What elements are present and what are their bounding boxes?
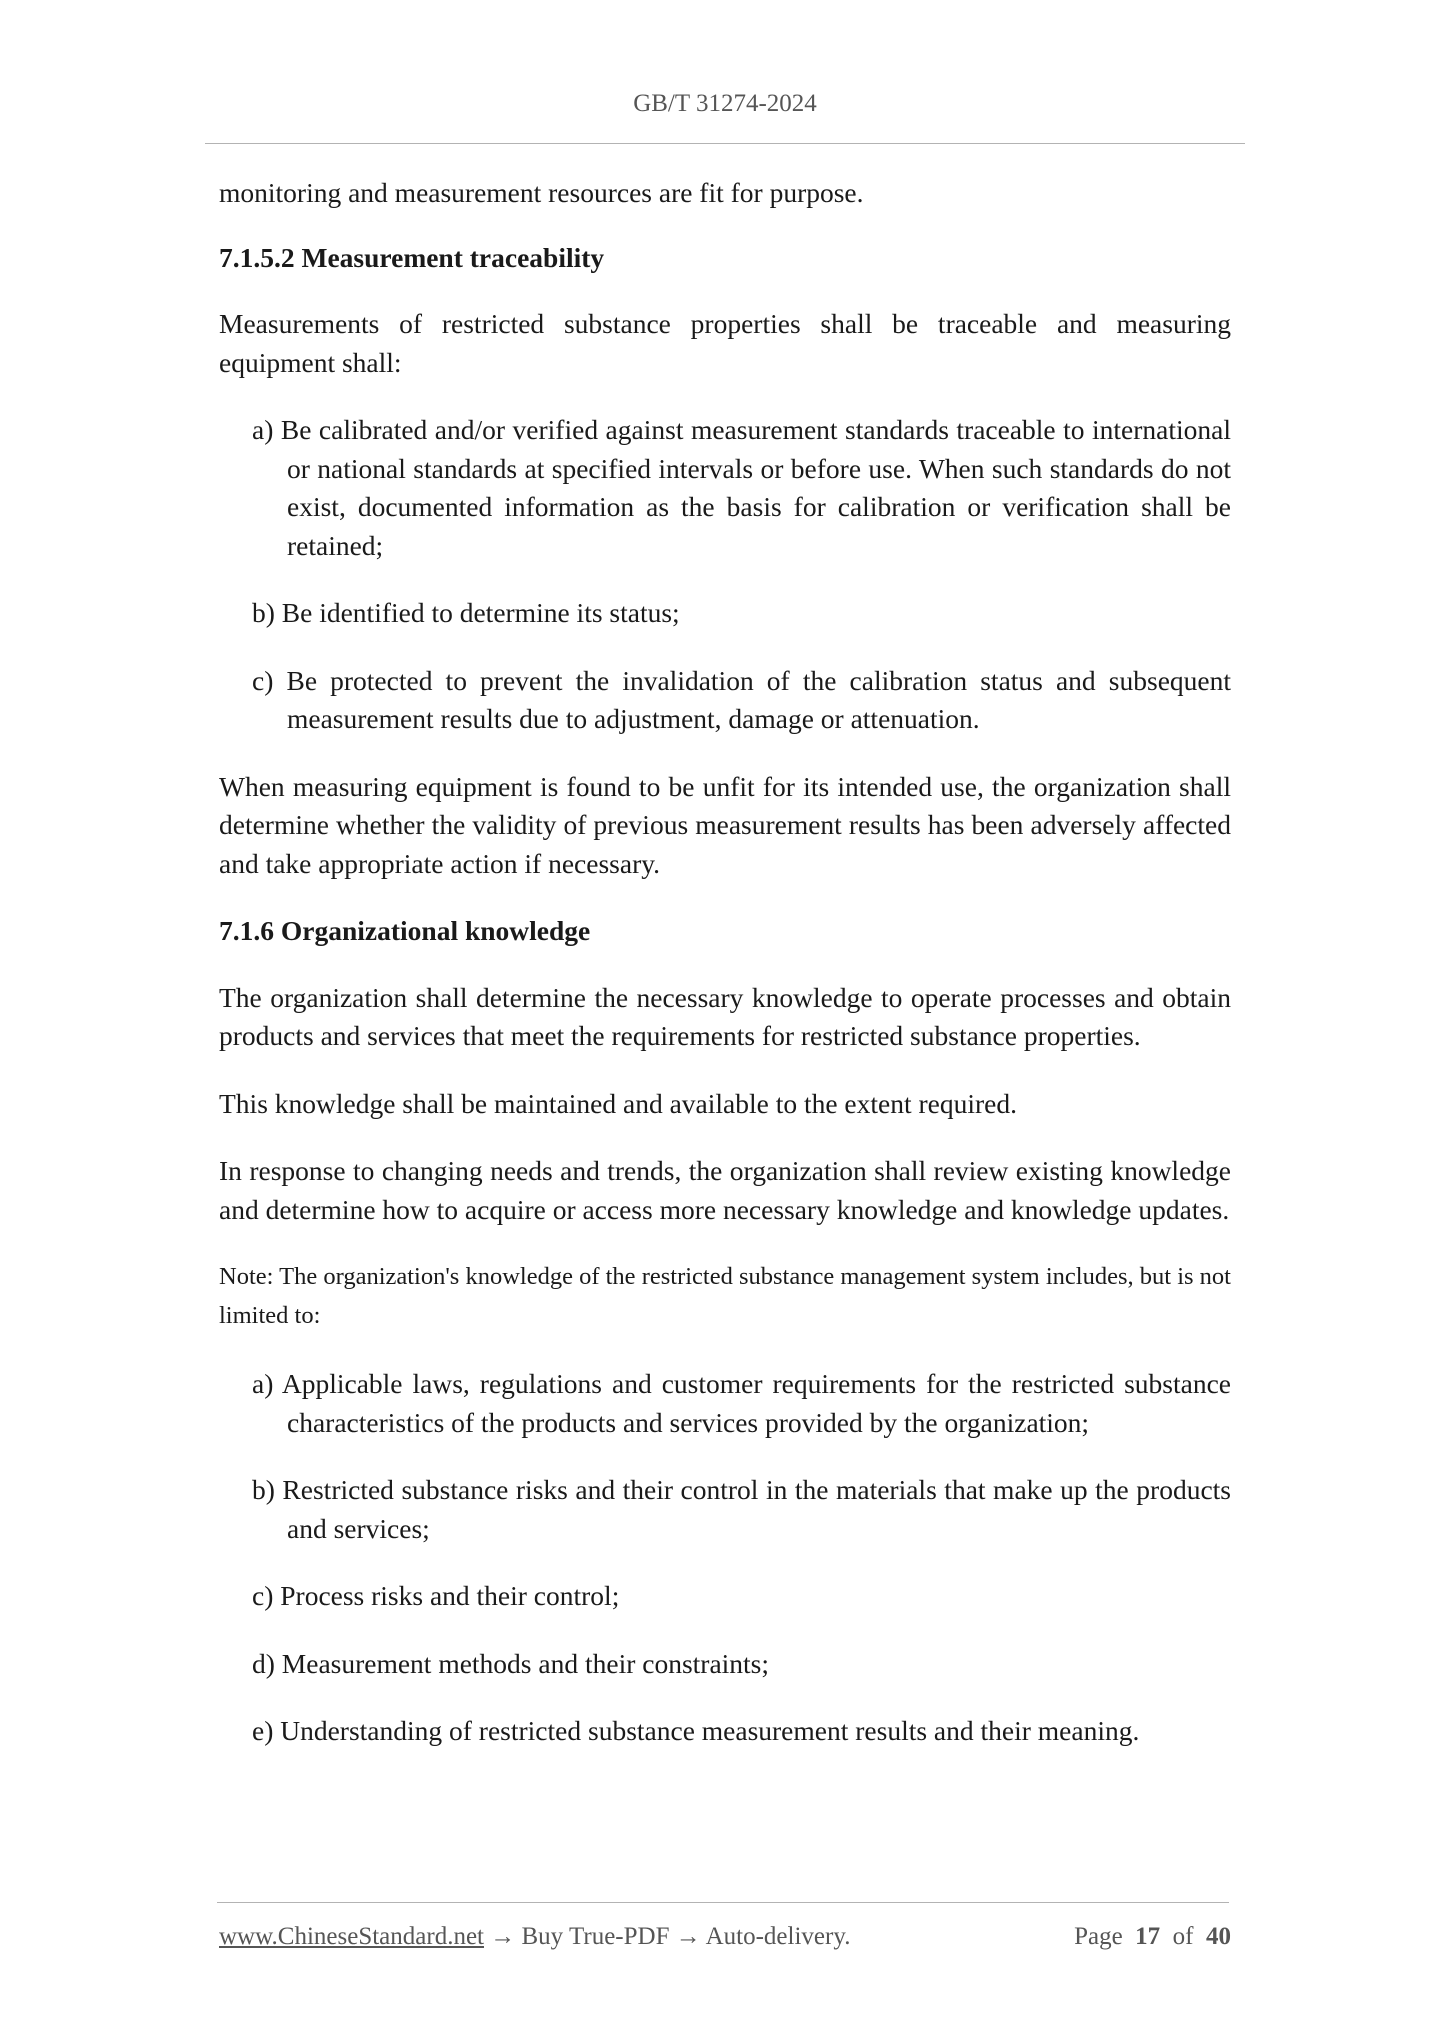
note-paragraph: Note: The organization's knowledge of the restricted substance management system includes, but is not limited to: [219, 1263, 1231, 1329]
buy-text: Buy True-PDF [521, 1923, 670, 1950]
page-total: 40 [1206, 1923, 1231, 1950]
list-item: b) Restricted substance risks and their control in the materials that make up the products and services; [252, 1474, 1231, 1544]
traceability-list [219, 411, 1231, 739]
list-item: b) Be identified to determine its status; [252, 597, 680, 628]
section-heading-7-1-5-2: 7.1.5.2 Measurement traceability [219, 241, 605, 273]
section-heading-7-1-6: 7.1.6 Organizational knowledge [219, 915, 591, 946]
arrow-right-icon: → [675, 1923, 701, 1950]
delivery-text: Auto-delivery. [705, 1923, 851, 1950]
body-paragraph-4: The organization shall determine the necessary knowledge to operate processes and obtain products and services that meet the requirements for restricted substance properties. [219, 981, 1231, 1051]
page-of-label: of [1172, 1923, 1194, 1950]
list-item: c) Process risks and their control; [252, 1580, 620, 1611]
body-paragraph-3: When measuring equipment is found to be unfit for its intended use, the organization shall determine whether the validity of previous measurement results has been adversely affected and take appropriate action if necessary. [219, 770, 1231, 879]
body-paragraph-2: Measurements of restricted substance properties shall be traceable and measuring equipment shall: [219, 308, 1231, 378]
header-divider [205, 143, 1245, 144]
body-paragraph-1: monitoring and measurement resources are fit for purpose. [219, 177, 864, 208]
body-paragraph-6: In response to changing needs and trends, the organization shall review existing knowledge and determine how to acquire or access more necessary knowledge and knowledge updates. [219, 1155, 1231, 1225]
list-item: d) Measurement methods and their constraints; [252, 1647, 770, 1679]
running-header: GB/T 31274-2024 [633, 90, 817, 117]
list-item: a) Applicable laws, regulations and customer requirements for the restricted substance characteristics of the products and services provided by the organization; [252, 1368, 1231, 1438]
list-item: e) Understanding of restricted substance measurement results and their meaning. [252, 1715, 1140, 1746]
page-body [219, 174, 1231, 1751]
site-link[interactable]: www.ChineseStandard.net [219, 1923, 484, 1950]
body-paragraph-5: This knowledge shall be maintained and available to the extent required. [219, 1087, 1017, 1119]
list-item: a) Be calibrated and/or verified against measurement standards traceable to international or national standards at specified intervals or before use. When such standards do not exist, documented information as the basis for calibration or verification shall be retained; [252, 414, 1231, 561]
footer-promo [219, 1920, 850, 1954]
page-current: 17 [1135, 1923, 1161, 1950]
page-label: Page [1074, 1923, 1123, 1950]
page-number [1074, 1920, 1231, 1954]
knowledge-list [219, 1365, 1231, 1751]
list-item: c) Be protected to prevent the invalidation of the calibration status and subsequent measurement results due to adjustment, damage or attenuation. [252, 664, 1231, 734]
arrow-right-icon: → [490, 1923, 516, 1950]
footer-divider [217, 1902, 1229, 1903]
